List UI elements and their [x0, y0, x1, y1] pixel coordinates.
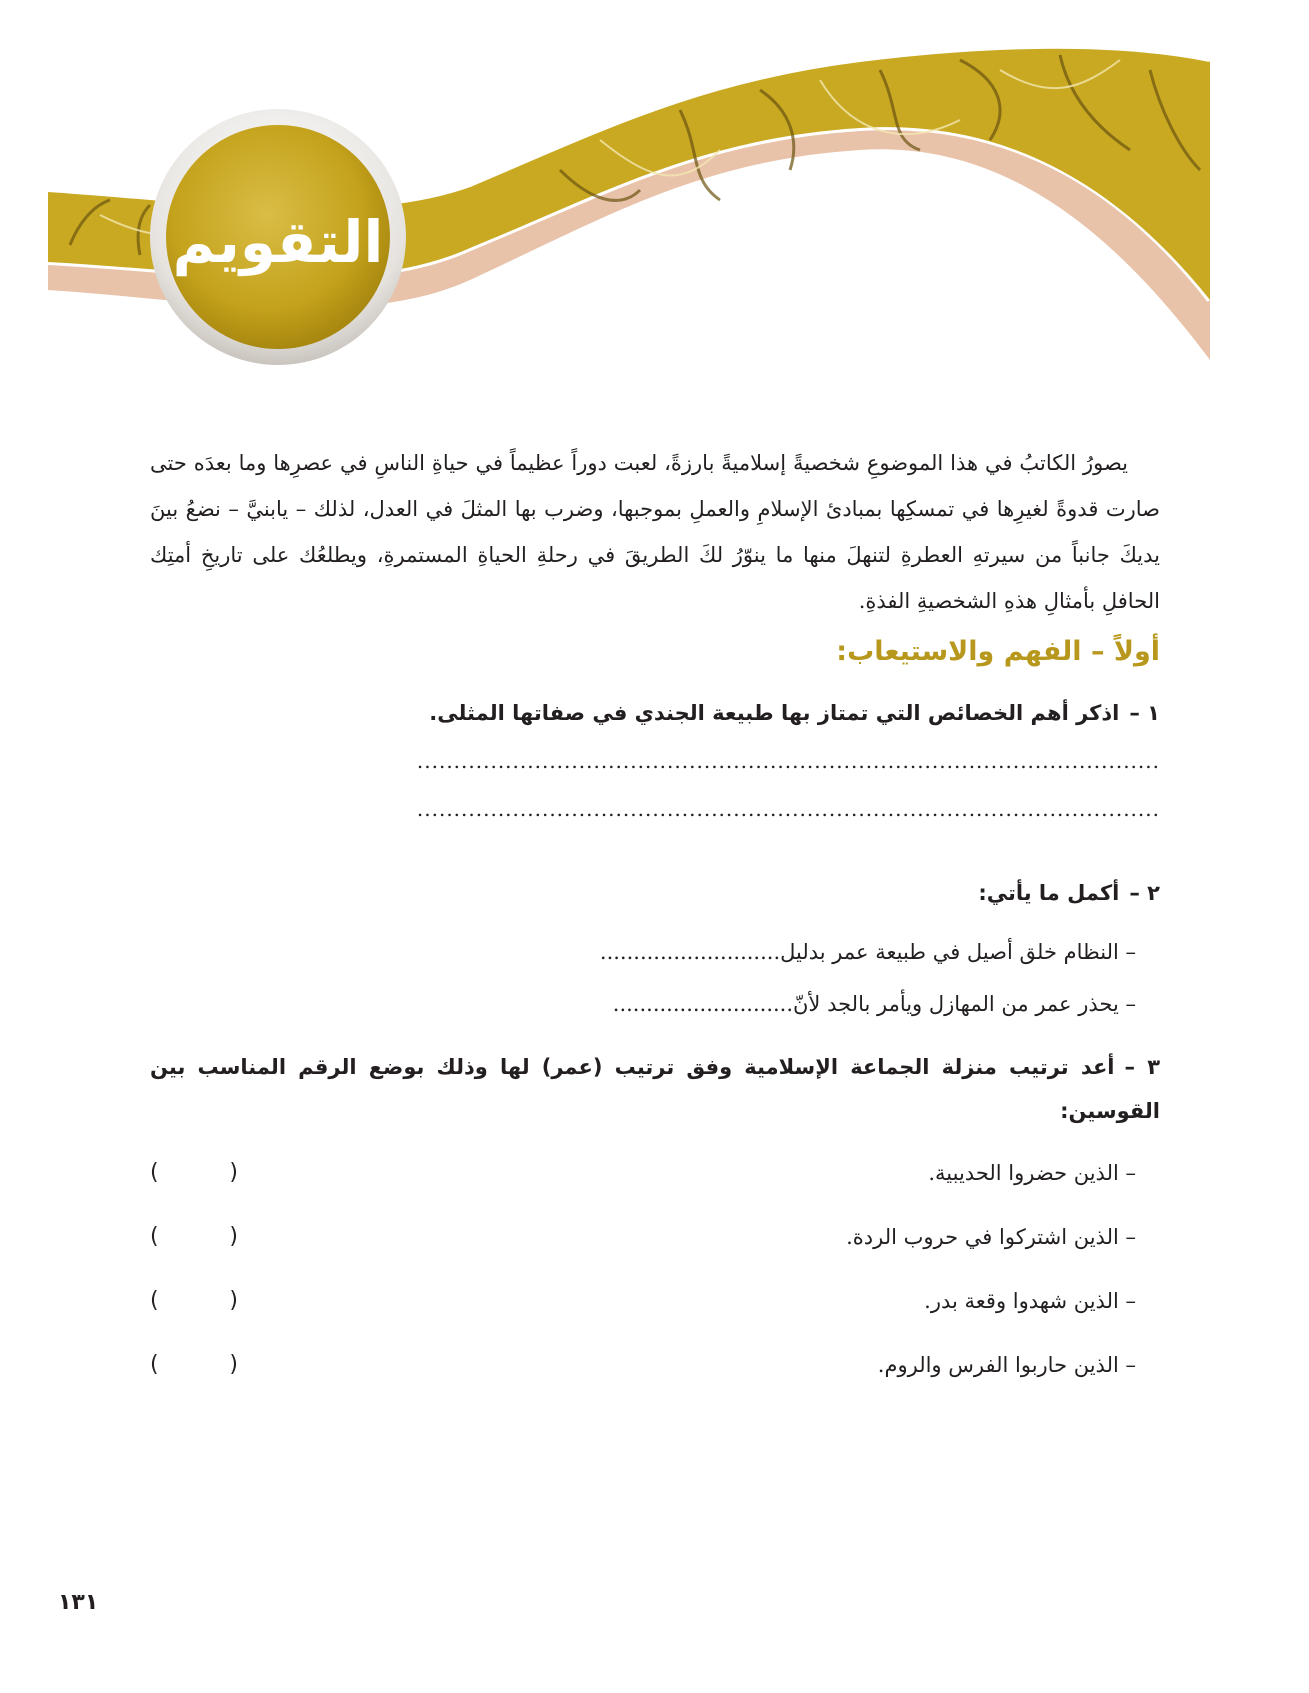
complete-item-1[interactable]: – النظام خلق أصيل في طبيعة عمر بدليل........................... [599, 940, 1136, 964]
number-slot[interactable]: ( ) [150, 1224, 238, 1249]
question-1 [150, 691, 1160, 841]
order-item [150, 1269, 1160, 1333]
order-item [150, 1333, 1160, 1397]
question-2-number: ٢ – [1129, 881, 1160, 905]
question-2 [150, 871, 1160, 1019]
banner-title: التقويم [172, 208, 384, 276]
question-2-title [150, 871, 1160, 915]
question-2-text: أكمل ما يأتي: [978, 881, 1120, 905]
question-3-title [150, 1045, 1160, 1133]
number-slot[interactable]: ( ) [150, 1352, 238, 1377]
order-item [150, 1205, 1160, 1269]
question-3-text: أعد ترتيب منزلة الجماعة الإسلامية وفق ترتيب (عمر) لها وذلك بوضع الرقم المناسب بين القوسين: [150, 1055, 1160, 1123]
question-1-title [150, 691, 1160, 735]
page-number: ١٣١ [58, 1590, 99, 1615]
order-item [150, 1141, 1160, 1205]
page-content [150, 440, 1160, 1397]
answer-line-1[interactable]: ..................................................................................................... [416, 749, 1160, 773]
section-heading: أولاً – الفهم والاستيعاب: [836, 636, 1160, 667]
complete-item-2[interactable]: – يحذر عمر من المهازل ويأمر بالجد لأنّ........................... [612, 992, 1136, 1016]
order-item-label: – الذين حضروا الحديبية. [928, 1161, 1136, 1185]
question-1-number: ١ – [1129, 701, 1160, 725]
order-item-label: – الذين اشتركوا في حروب الردة. [846, 1225, 1136, 1249]
number-slot[interactable]: ( ) [150, 1160, 238, 1185]
question-3 [150, 1045, 1160, 1397]
intro-paragraph: يصورُ الكاتبُ في هذا الموضوعِ شخصيةً إسلاميةً بارزةً، لعبت دوراً عظيماً في حياةِ الناسِ في عصرِها وما بعدَه حتى صارت قدوةً لغيرِها في تمسكِها بمبادئ الإسلامِ والعملِ بموجبها، وضرب بها المثلَ في العدل، لذلك – يابنيَّ – نضعُ بينَ يديكَ جانباً من سيرتهِ العطرةِ لتنهلَ منها ما ينوّرُ لكَ الطريقَ في رحلةِ الحياةِ المستمرةِ، ويطلعُك على تاريخِ أمتِك الحافلِ بأمثالِ هذهِ الشخصيةِ الفذةِ. [150, 451, 1160, 613]
question-1-text: اذكر أهم الخصائص التي تمتاز بها طبيعة الجندي في صفاتها المثلى. [429, 701, 1120, 725]
number-slot[interactable]: ( ) [150, 1288, 238, 1313]
question-3-number: ٣ – [1124, 1055, 1161, 1079]
order-item-label: – الذين شهدوا وقعة بدر. [924, 1289, 1136, 1313]
header-banner [0, 0, 1309, 420]
order-item-label: – الذين حاربوا الفرس والروم. [877, 1353, 1136, 1377]
answer-line-2[interactable]: ..................................................................................................... [416, 797, 1160, 821]
order-list [150, 1141, 1160, 1397]
